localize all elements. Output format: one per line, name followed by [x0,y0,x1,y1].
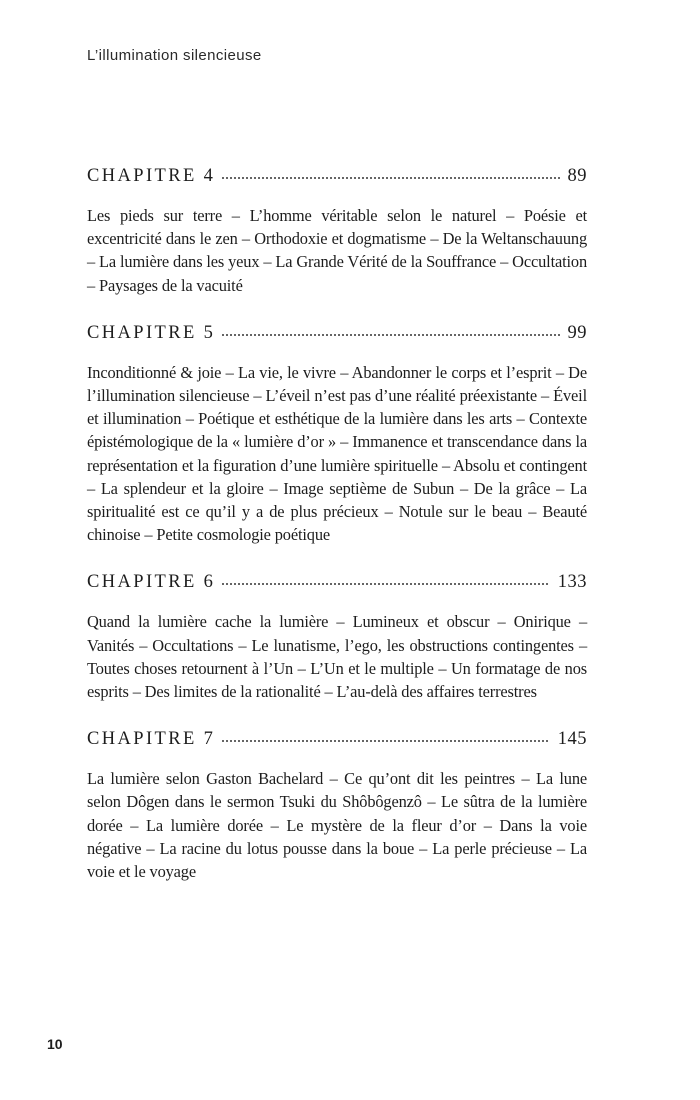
running-head: L’illumination silencieuse [87,47,262,64]
table-of-contents [87,166,587,909]
chapter-page-number: 89 [567,166,587,186]
dot-leader [221,333,559,337]
chapter-description: Inconditionné & joie – La vie, le vivre – Abandonner le corps et l’esprit – De l’illumination silencieuse – L’éveil n’est pas d’une réalité préexistante – Éveil et illumination – Poétique et esthétique de la lumière dans les arts – Contexte épistémologique de la « lumière d’or » – Immanence et transcendance dans la représentation et la figuration d’une lumière spirituelle – Absolu et contingent – La splendeur et la gloire – Image septième de Subun – De la grâce – La spiritualité est ce qu’il y a de plus précieux – Notule sur le beau – Beauté chinoise – Petite cosmologie poétique [87,362,587,545]
chapter-heading[interactable] [87,323,587,351]
chapter-title: CHAPITRE 6 [87,572,216,593]
chapter-heading[interactable] [87,572,587,600]
chapter-description: Quand la lumière cache la lumière – Lumineux et obscur – Onirique – Vanités – Occultations – Le lunatisme, l’ego, les obstructions contingentes – Toutes choses retournent à l’Un – L’Un et le multiple – Un formatage de nos esprits – Des limites de la rationalité – L’au-delà des affaires terrestres [87,612,587,702]
dot-leader [221,176,559,180]
chapter-title: CHAPITRE 5 [87,322,216,343]
page-number: 10 [47,1036,63,1052]
chapter-entry-5 [87,323,587,547]
chapter-title: CHAPITRE 7 [87,729,216,750]
chapter-page-number: 99 [567,322,587,343]
chapter-page-number: 145 [557,729,587,750]
dot-leader [221,739,549,743]
chapter-description: La lumière selon Gaston Bachelard – Ce qu’ont dit les peintres – La lune selon Dôgen dans le sermon Tsuki du Shôbôgenzô – Le sûtra de la lumière dorée – La lumière dorée – Le mystère de la fleur d’or – Dans la voie négative – La racine du lotus pousse dans la boue – La perle précieuse – La voie et le voyage [87,769,587,882]
chapter-entry-6 [87,572,587,703]
dot-leader [221,582,549,586]
chapter-entry-4 [87,166,587,297]
chapter-heading[interactable] [87,729,587,757]
chapter-heading[interactable] [87,166,587,194]
chapter-page-number: 133 [557,572,587,593]
chapter-entry-7 [87,729,587,883]
chapter-title: CHAPITRE 4 [87,166,216,186]
chapter-description: Les pieds sur terre – L’homme véritable selon le naturel – Poésie et excentricité dans le zen – Orthodoxie et dogmatisme – De la Weltanschauung – La lumière dans les yeux – La Grande Vérité de la Souffrance – Occultation – Paysages de la vacuité [87,206,587,295]
